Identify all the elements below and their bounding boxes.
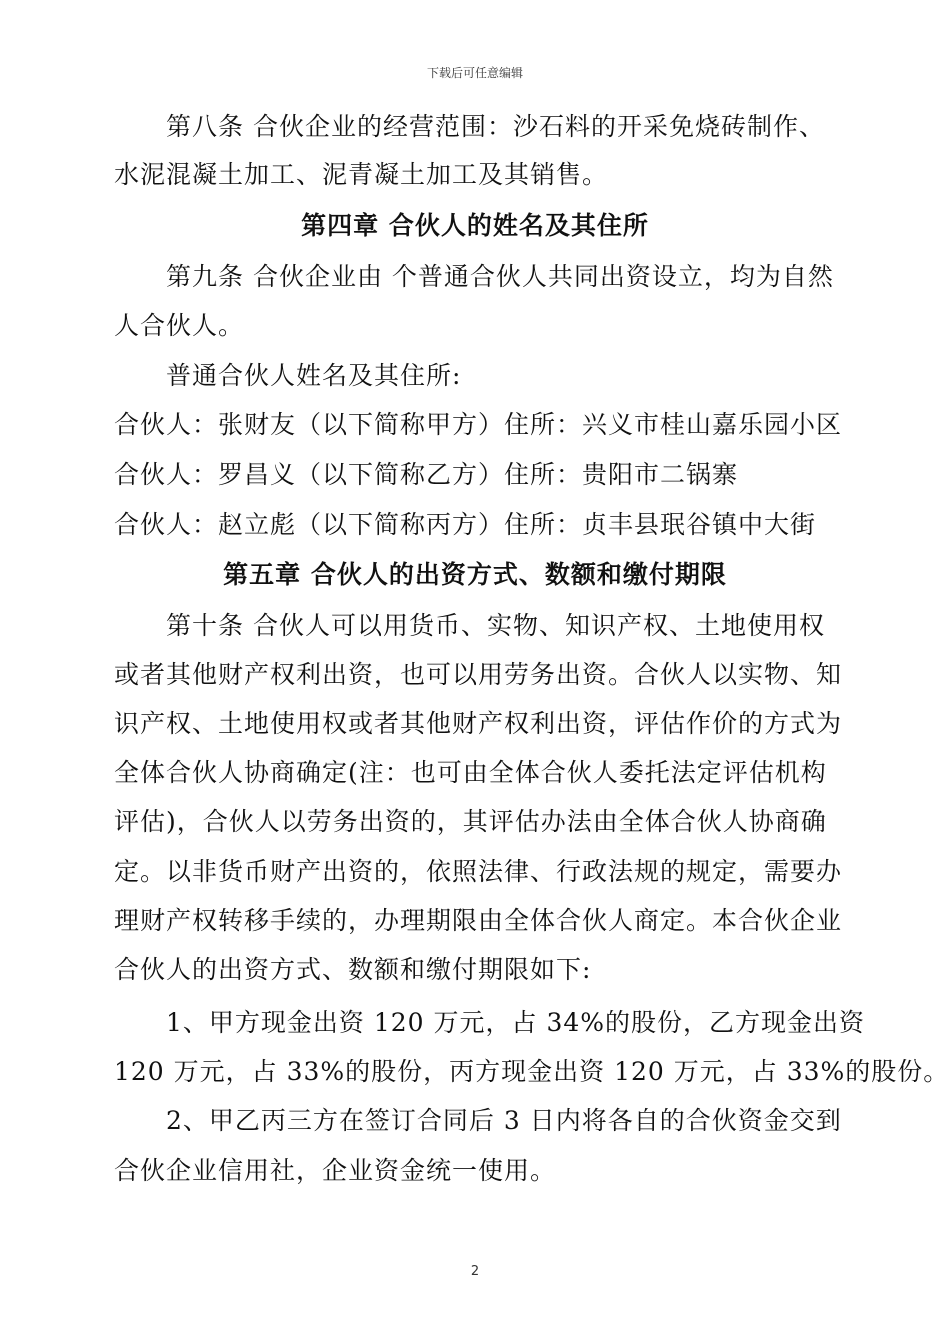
article-10-line-8: 合伙人的出资方式、数额和缴付期限如下: [114, 955, 592, 984]
article-10-line-1: 第十条 合伙人可以用货币、实物、知识产权、土地使用权 [166, 611, 825, 640]
page-number: 2 [470, 1264, 480, 1279]
item-1-line-1: 1、甲方现金出资 120 万元，占 34%的股份，乙方现金出资 [166, 1008, 866, 1037]
partner-c: 合伙人：赵立彪（以下简称丙方）住所：贞丰县珉谷镇中大街 [114, 510, 817, 539]
item-1-line-2: 120 万元，占 33%的股份，丙方现金出资 120 万元，占 33%的股份。 [114, 1057, 950, 1086]
partner-b: 合伙人：罗昌义（以下简称乙方）住所：贵阳市二锅寨 [114, 460, 739, 489]
article-10-line-2: 或者其他财产权利出资，也可以用劳务出资。合伙人以实物、知 [114, 660, 843, 689]
item-2-line-2: 合伙企业信用社，企业资金统一使用。 [114, 1156, 557, 1185]
chapter-4-heading: 第四章 合伙人的姓名及其住所 [301, 211, 649, 240]
chapter-5-heading: 第五章 合伙人的出资方式、数额和缴付期限 [223, 560, 727, 589]
partners-intro: 普通合伙人姓名及其住所: [166, 361, 462, 390]
article-10-line-6: 定。以非货币财产出资的，依照法律、行政法规的规定，需要办 [114, 857, 843, 886]
article-9-line-1: 第九条 合伙企业由 个普通合伙人共同出资设立，均为自然 [166, 262, 834, 291]
article-10-line-3: 识产权、土地使用权或者其他财产权利出资，评估作价的方式为 [114, 709, 843, 738]
article-8-line-2: 水泥混凝土加工、泥青凝土加工及其销售。 [114, 160, 609, 189]
partner-a: 合伙人：张财友（以下简称甲方）住所：兴义市桂山嘉乐园小区 [114, 410, 843, 439]
article-10-line-7: 理财产权转移手续的，办理期限由全体合伙人商定。本合伙企业 [114, 906, 843, 935]
article-10-line-5: 评估)，合伙人以劳务出资的，其评估办法由全体合伙人协商确 [114, 807, 827, 836]
article-10-line-4: 全体合伙人协商确定(注：也可由全体合伙人委托法定评估机构 [114, 758, 827, 787]
page-header: 下载后可任意编辑 [426, 66, 523, 80]
article-9-line-2: 人合伙人。 [114, 311, 245, 340]
article-8-line-1: 第八条 合伙企业的经营范围：沙石料的开采免烧砖制作、 [166, 112, 825, 141]
item-2-line-1: 2、甲乙丙三方在签订合同后 3 日内将各自的合伙资金交到 [166, 1106, 842, 1135]
